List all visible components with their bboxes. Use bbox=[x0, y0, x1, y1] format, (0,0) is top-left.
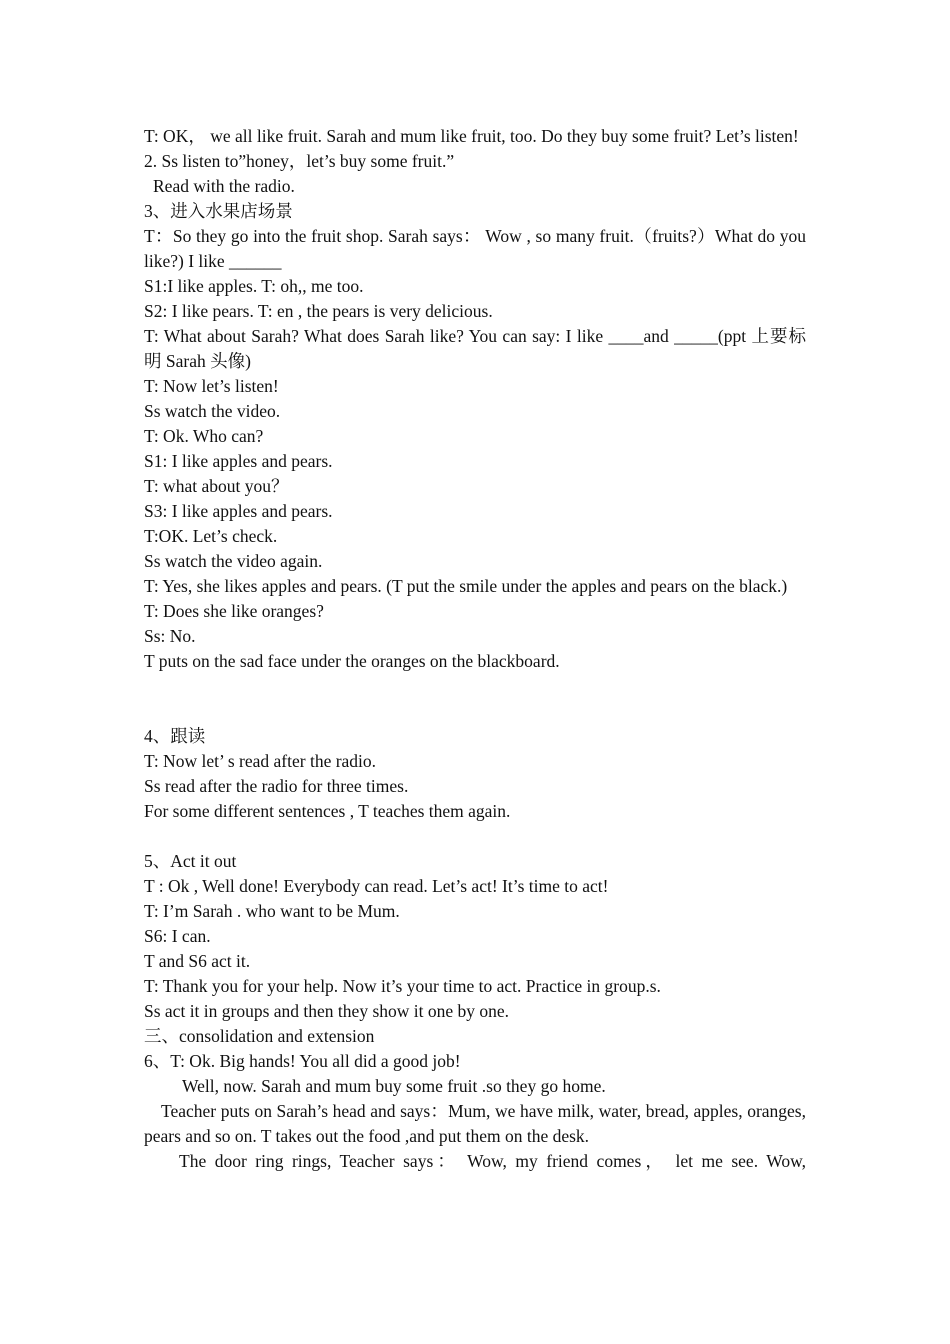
paragraph: S6: I can. bbox=[144, 926, 211, 946]
blank-space bbox=[144, 674, 806, 724]
paragraph: T: Ok. Who can? bbox=[144, 426, 264, 446]
paragraph: The door ring rings, Teacher says： Wow, my friend comes， let me see. Wow, bbox=[179, 1151, 806, 1171]
paragraph: Ss act it in groups and then they show it one by one. bbox=[144, 1001, 510, 1021]
paragraph: T：So they go into the fruit shop. Sarah says： Wow , so many fruit.（fruits?）What do you like?) I like ______ bbox=[144, 226, 806, 271]
paragraph: 2. Ss listen to”honey，let’s buy some fruit.” bbox=[144, 151, 455, 171]
paragraph: Ss: No. bbox=[144, 626, 196, 646]
paragraph: Ss read after the radio for three times. bbox=[144, 776, 409, 796]
paragraph: S2: I like pears. T: en , the pears is very delicious. bbox=[144, 301, 493, 321]
paragraph: T and S6 act it. bbox=[144, 951, 251, 971]
section-heading: 三、consolidation and extension bbox=[144, 1026, 375, 1046]
blank-space bbox=[144, 824, 806, 849]
paragraph: T: Yes, she likes apples and pears. (T put the smile under the apples and pears on the black.) bbox=[144, 576, 788, 596]
paragraph: T : Ok , Well done! Everybody can read. Let’s act! It’s time to act! bbox=[144, 876, 609, 896]
paragraph: T: Thank you for your help. Now it’s your time to act. Practice in group.s. bbox=[144, 976, 661, 996]
paragraph: T: what about you？ bbox=[144, 476, 289, 496]
paragraph: Well, now. Sarah and mum buy some fruit .so they go home. bbox=[182, 1076, 606, 1096]
document-body bbox=[144, 124, 806, 1174]
paragraph: 6、T: Ok. Big hands! You all did a good job! bbox=[144, 1051, 461, 1071]
paragraph: S3: I like apples and pears. bbox=[144, 501, 333, 521]
paragraph: T: Now let’ s read after the radio. bbox=[144, 751, 377, 771]
paragraph: T: Does she like oranges? bbox=[144, 601, 324, 621]
section-heading: 3、进入水果店场景 bbox=[144, 201, 293, 221]
paragraph: T:OK. Let’s check. bbox=[144, 526, 278, 546]
paragraph: Read with the radio. bbox=[153, 176, 295, 196]
section-heading: 4、跟读 bbox=[144, 726, 206, 746]
paragraph: Ss watch the video again. bbox=[144, 551, 323, 571]
paragraph: T: Now let’s listen! bbox=[144, 376, 279, 396]
paragraph: Teacher puts on Sarah’s head and says：Mum, we have milk, water, bread, apples, oranges, pears and so on. T takes out the food ,and put them on the desk. bbox=[144, 1101, 806, 1146]
paragraph: T: I’m Sarah . who want to be Mum. bbox=[144, 901, 400, 921]
paragraph: For some different sentences , T teaches them again. bbox=[144, 801, 511, 821]
paragraph: T: What about Sarah? What does Sarah like? You can say: I like ____and _____(ppt 上要标明 Sarah 头像) bbox=[144, 326, 806, 371]
section-heading: 5、Act it out bbox=[144, 851, 237, 871]
paragraph: T: OK， we all like fruit. Sarah and mum like fruit, too. Do they buy some fruit? Let’s listen! bbox=[144, 126, 799, 146]
paragraph: T puts on the sad face under the oranges on the blackboard. bbox=[144, 651, 560, 671]
paragraph: S1:I like apples. T: oh,, me too. bbox=[144, 276, 364, 296]
paragraph: S1: I like apples and pears. bbox=[144, 451, 333, 471]
paragraph: Ss watch the video. bbox=[144, 401, 281, 421]
